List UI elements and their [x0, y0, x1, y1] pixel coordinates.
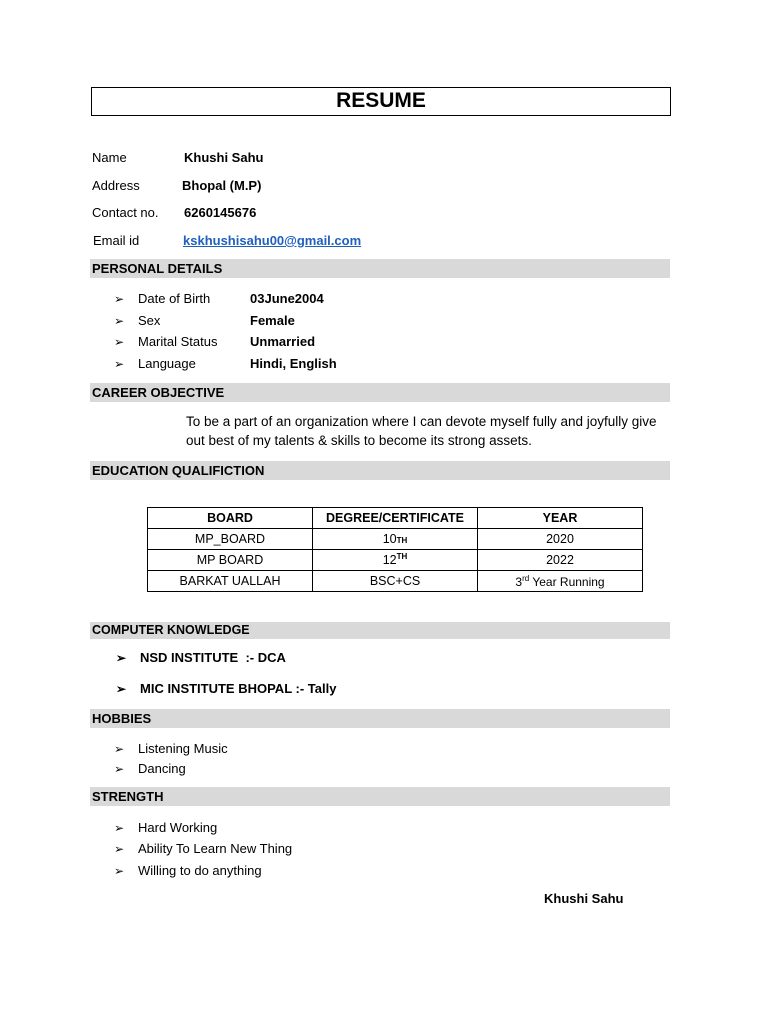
board-cell: BARKAT UALLAH — [148, 571, 313, 592]
section-strength: STRENGTH — [90, 787, 670, 806]
email-label: Email id — [93, 233, 140, 248]
table-header-degree: DEGREE/CERTIFICATE — [313, 508, 478, 529]
arrow-bullet-icon: ➢ — [114, 762, 125, 776]
arrow-bullet-icon: ➢ — [114, 314, 125, 328]
address-label: Address — [92, 178, 140, 193]
table-row — [148, 529, 643, 550]
personal-row-dob — [114, 289, 324, 309]
name-label: Name — [92, 150, 127, 165]
section-computer-knowledge: COMPUTER KNOWLEDGE — [90, 622, 670, 639]
strength-item — [114, 818, 217, 838]
strength-text: Hard Working — [138, 820, 218, 835]
hobby-item — [114, 739, 228, 759]
arrow-bullet-icon: ➢ — [114, 821, 125, 835]
strength-text: Ability To Learn New Thing — [138, 841, 293, 856]
degree-text: 12 — [382, 553, 397, 568]
board-cell: MP BOARD — [148, 550, 313, 571]
signature-name: Khushi Sahu — [544, 891, 624, 906]
hobby-text: Listening Music — [138, 741, 228, 756]
computer-item — [116, 648, 286, 668]
personal-value: 03June2004 — [250, 291, 324, 306]
degree-text: 10 — [382, 532, 397, 546]
strength-text: Willing to do anything — [138, 863, 262, 878]
personal-key: Marital Status — [138, 334, 218, 349]
arrow-bullet-icon: ➢ — [114, 357, 125, 371]
personal-key: Language — [138, 356, 196, 371]
table-header-row — [148, 508, 643, 529]
career-objective-text: To be a part of an organization where I can devote myself fully and joyfully give out best of my talents & skills to become its strong assets. — [186, 414, 657, 448]
computer-item-text: NSD INSTITUTE :- DCA — [140, 650, 286, 665]
year-rest: Year Running — [529, 574, 605, 589]
strength-item — [114, 861, 262, 881]
hobby-text: Dancing — [138, 761, 186, 776]
strength-item — [114, 839, 292, 859]
personal-key: Sex — [138, 313, 161, 328]
year-cell: 2022 — [478, 550, 643, 571]
table-header-board: BOARD — [148, 508, 313, 529]
year-suffix: rd — [522, 573, 530, 583]
name-value: Khushi Sahu — [184, 150, 264, 165]
computer-item-text: MIC INSTITUTE BHOPAL :- Tally — [140, 681, 337, 696]
resume-title: RESUME — [91, 87, 671, 116]
degree-suffix: TH — [396, 536, 408, 545]
personal-key: Date of Birth — [138, 291, 211, 306]
board-cell: MP_BOARD — [148, 529, 313, 550]
degree-cell: BSC+CS — [313, 571, 478, 592]
section-education: EDUCATION QUALIFICTION — [90, 461, 670, 480]
personal-row-marital — [114, 332, 315, 352]
address-value: Bhopal (M.P) — [182, 178, 262, 193]
arrow-bullet-icon: ➢ — [116, 651, 127, 665]
degree-cell — [313, 529, 478, 550]
arrow-bullet-icon: ➢ — [114, 292, 125, 306]
arrow-bullet-icon: ➢ — [116, 682, 127, 696]
section-career-objective: CAREER OBJECTIVE — [90, 383, 670, 402]
arrow-bullet-icon: ➢ — [114, 335, 125, 349]
table-row — [148, 550, 643, 571]
computer-item — [116, 679, 336, 699]
degree-suffix: TH — [396, 552, 408, 562]
arrow-bullet-icon: ➢ — [114, 842, 125, 856]
year-cell: 2020 — [478, 529, 643, 550]
section-personal-details: PERSONAL DETAILS — [90, 259, 670, 278]
hobby-item — [114, 759, 186, 779]
table-header-year: YEAR — [478, 508, 643, 529]
arrow-bullet-icon: ➢ — [114, 864, 125, 878]
section-hobbies: HOBBIES — [90, 709, 670, 728]
personal-value: Hindi, English — [250, 356, 337, 371]
education-table — [147, 507, 643, 592]
degree-cell — [313, 550, 478, 571]
table-row — [148, 571, 643, 592]
year-cell — [478, 571, 643, 592]
email-link[interactable]: kskhushisahu00@gmail.com — [183, 233, 362, 248]
contact-value: 6260145676 — [184, 205, 257, 220]
contact-label: Contact no. — [92, 205, 159, 220]
year-text: 3 — [515, 574, 523, 589]
personal-value: Unmarried — [250, 334, 316, 349]
personal-row-language — [114, 354, 337, 374]
personal-row-sex — [114, 311, 295, 331]
personal-value: Female — [250, 313, 295, 328]
arrow-bullet-icon: ➢ — [114, 742, 125, 756]
